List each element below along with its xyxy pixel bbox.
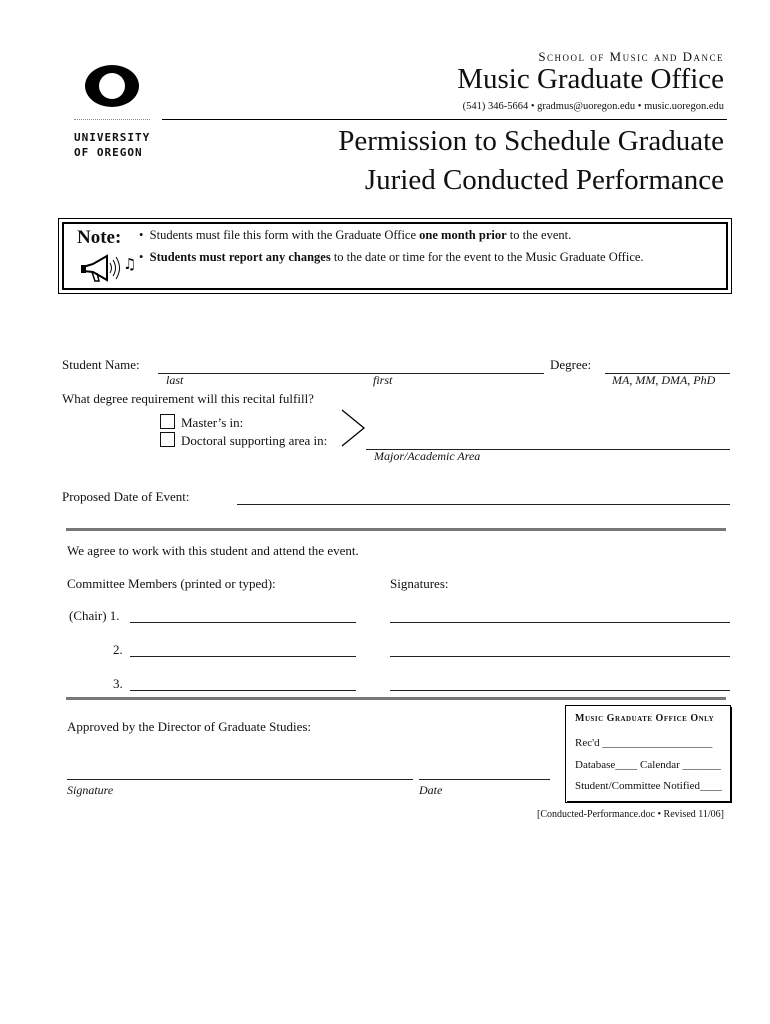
office-box-shadow	[567, 801, 732, 803]
note-item-2: • Students must report any changes to the date or time for the event to the Music Graduate Office.	[139, 250, 644, 264]
committee-member-3-field[interactable]	[130, 690, 356, 691]
requirement-question: What degree requirement will this recital fulfill?	[62, 391, 314, 406]
committee-signature-3-field[interactable]	[390, 690, 730, 691]
notified-row: Student/Committee Notified____	[575, 780, 722, 792]
doctoral-label: Doctoral supporting area in:	[181, 433, 328, 448]
office-only-title: Music Graduate Office Only	[575, 713, 715, 724]
contact-info: (541) 346-5664 • gradmus@uoregon.edu • music.uoregon.edu	[462, 101, 724, 112]
signatures-label: Signatures:	[390, 576, 449, 591]
note-item-1: • Students must file this form with the Graduate Office one month prior to the event.	[139, 228, 572, 242]
date-field[interactable]	[237, 504, 730, 505]
members-label: Committee Members (printed or typed):	[67, 576, 276, 591]
megaphone-icon	[79, 253, 135, 290]
form-title	[338, 122, 724, 200]
approved-text: Approved by the Director of Graduate Studies:	[67, 719, 312, 734]
chevron-right-icon	[340, 408, 366, 453]
recd-row: Rec'd ____________________	[575, 737, 713, 749]
masters-label: Master’s in:	[181, 415, 244, 430]
director-signature-field[interactable]	[67, 779, 413, 780]
committee-signature-1-field[interactable]	[390, 622, 730, 623]
agree-text: We agree to work with this student and attend the event.	[67, 543, 359, 558]
footer-doc-info: [Conducted-Performance.doc • Revised 11/06]	[537, 809, 724, 820]
school-name: School of Music and Dance	[538, 49, 724, 64]
masters-checkbox[interactable]	[160, 414, 175, 429]
committee-member-1-field[interactable]	[130, 622, 356, 623]
logo-divider	[74, 119, 150, 120]
uo-logo	[84, 64, 140, 108]
database-row: Database____ Calendar _______	[575, 759, 722, 771]
title-line1: Permission to Schedule Graduate	[338, 125, 724, 157]
committee-row-2-label: 2.	[113, 642, 123, 657]
title-line2: Juried Conducted Performance	[364, 164, 724, 196]
first-caption: first	[373, 373, 393, 387]
signature-caption: Signature	[67, 783, 114, 797]
university-name	[74, 130, 150, 160]
major-caption: Major/Academic Area	[374, 449, 481, 463]
note-label: Note:	[77, 227, 122, 248]
date-caption: Date	[419, 783, 443, 797]
committee-member-2-field[interactable]	[130, 656, 356, 657]
doctoral-checkbox[interactable]	[160, 432, 175, 447]
director-date-field[interactable]	[419, 779, 550, 780]
office-name: Music Graduate Office	[457, 63, 724, 95]
student-name-field[interactable]	[158, 373, 544, 374]
committee-signature-2-field[interactable]	[390, 656, 730, 657]
last-caption: last	[166, 373, 184, 387]
date-label: Proposed Date of Event:	[62, 489, 190, 504]
committee-row-1-label: (Chair) 1.	[69, 608, 120, 623]
committee-row-3-label: 3.	[113, 676, 123, 691]
section-divider	[66, 528, 726, 531]
uo-o-logo-icon	[84, 64, 140, 108]
student-name-label: Student Name:	[62, 357, 140, 372]
office-only-box	[565, 705, 731, 803]
office-box-shadow-side	[730, 707, 732, 803]
header-rule	[162, 119, 727, 120]
option-doctoral	[160, 432, 327, 449]
option-masters	[160, 414, 243, 431]
degree-label: Degree:	[550, 357, 592, 372]
university-line1: UNIVERSITY	[74, 131, 151, 144]
section-divider-2	[66, 697, 726, 700]
university-line2: OF OREGON	[74, 146, 143, 159]
degree-caption: MA, MM, DMA, PhD	[612, 373, 716, 387]
recd-label: Rec'd	[575, 737, 600, 749]
note-box	[58, 218, 732, 294]
svg-text:♫: ♫	[123, 255, 137, 273]
